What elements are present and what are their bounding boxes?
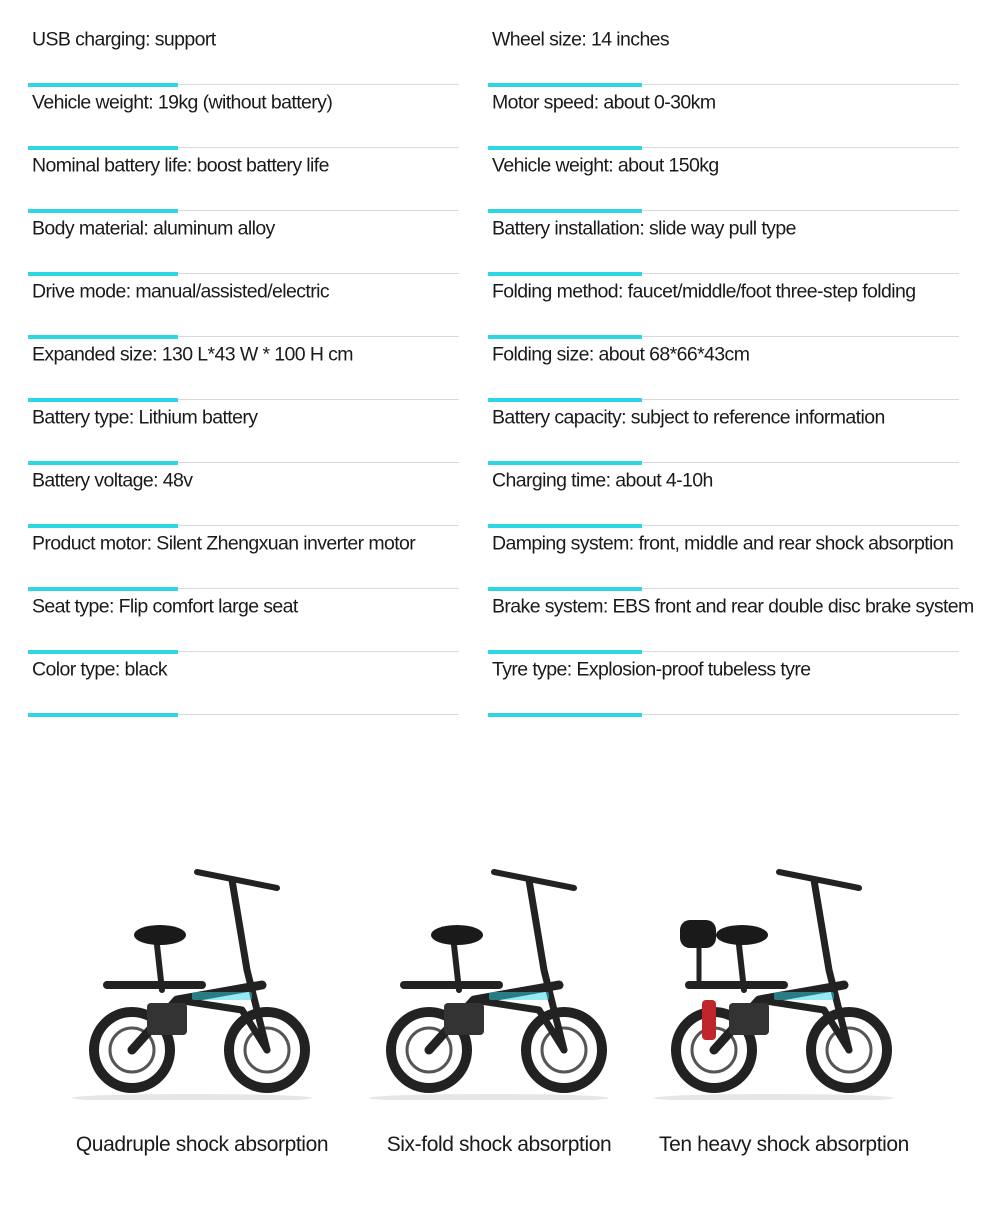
spec-right <box>488 315 959 378</box>
spec-left <box>28 441 459 504</box>
spec-left <box>28 63 459 126</box>
spec-right <box>488 189 959 252</box>
spec-text: Tyre type: Explosion-proof tubeless tyre <box>492 658 811 681</box>
spec-text: Motor speed: about 0-30km <box>492 91 716 114</box>
folding-bike-image <box>359 860 619 1100</box>
spec-text: Nominal battery life: boost battery life <box>32 154 329 177</box>
spec-text: Vehicle weight: 19kg (without battery) <box>32 91 333 114</box>
variant-caption: Ten heavy shock absorption <box>659 1133 909 1156</box>
spec-text: USB charging: support <box>32 28 216 51</box>
spec-right <box>488 504 959 567</box>
variant-caption: Six-fold shock absorption <box>386 1133 612 1156</box>
spec-row <box>0 315 990 378</box>
spec-row <box>0 189 990 252</box>
spec-left <box>28 0 459 63</box>
spec-right <box>488 630 959 693</box>
spec-row <box>0 630 990 693</box>
spec-text: Charging time: about 4-10h <box>492 469 713 492</box>
spec-row <box>0 63 990 126</box>
spec-text: Vehicle weight: about 150kg <box>492 154 719 177</box>
variant-caption: Quadruple shock absorption <box>75 1133 329 1156</box>
spec-left <box>28 567 459 630</box>
spec-text: Wheel size: 14 inches <box>492 28 670 51</box>
folding-bike-image <box>644 860 904 1100</box>
spec-left <box>28 504 459 567</box>
variant-sixfold <box>339 850 659 1170</box>
spec-text: Battery voltage: 48v <box>32 469 193 492</box>
spec-right <box>488 252 959 315</box>
folding-bike-image <box>62 860 322 1100</box>
variant-ten-heavy <box>624 850 944 1170</box>
spec-row <box>0 0 990 63</box>
spec-right <box>488 567 974 630</box>
product-variants <box>0 850 990 1170</box>
spec-text: Product motor: Silent Zhengxuan inverter motor <box>32 532 416 555</box>
accent-underline <box>28 713 178 717</box>
spec-text: Battery installation: slide way pull type <box>492 217 796 240</box>
accent-underline <box>488 713 642 717</box>
spec-text: Body material: aluminum alloy <box>32 217 275 240</box>
spec-row <box>0 504 990 567</box>
spec-text: Folding size: about 68*66*43cm <box>492 343 750 366</box>
spec-text: Drive mode: manual/assisted/electric <box>32 280 330 303</box>
spec-right <box>488 441 959 504</box>
variant-quadruple <box>42 850 362 1170</box>
spec-right <box>488 63 959 126</box>
spec-left <box>28 252 459 315</box>
spec-right <box>488 0 959 63</box>
spec-text: Color type: black <box>32 658 168 681</box>
spec-row <box>0 441 990 504</box>
spec-left <box>28 189 459 252</box>
spec-text: Seat type: Flip comfort large seat <box>32 595 298 618</box>
spec-text: Battery type: Lithium battery <box>32 406 258 429</box>
spec-text: Brake system: EBS front and rear double disc brake system <box>492 595 974 618</box>
spec-text: Folding method: faucet/middle/foot three-step folding <box>492 280 916 303</box>
spec-row <box>0 567 990 630</box>
spec-left <box>28 315 459 378</box>
spec-left <box>28 126 459 189</box>
spec-right <box>488 378 959 441</box>
spec-left <box>28 630 459 693</box>
spec-left <box>28 378 459 441</box>
spec-text: Damping system: front, middle and rear shock absorption <box>492 532 954 555</box>
spec-text: Expanded size: 130 L*43 W * 100 H cm <box>32 343 353 366</box>
spec-row <box>0 378 990 441</box>
spec-row <box>0 126 990 189</box>
spec-text: Battery capacity: subject to reference information <box>492 406 885 429</box>
spec-row <box>0 252 990 315</box>
spec-right <box>488 126 959 189</box>
